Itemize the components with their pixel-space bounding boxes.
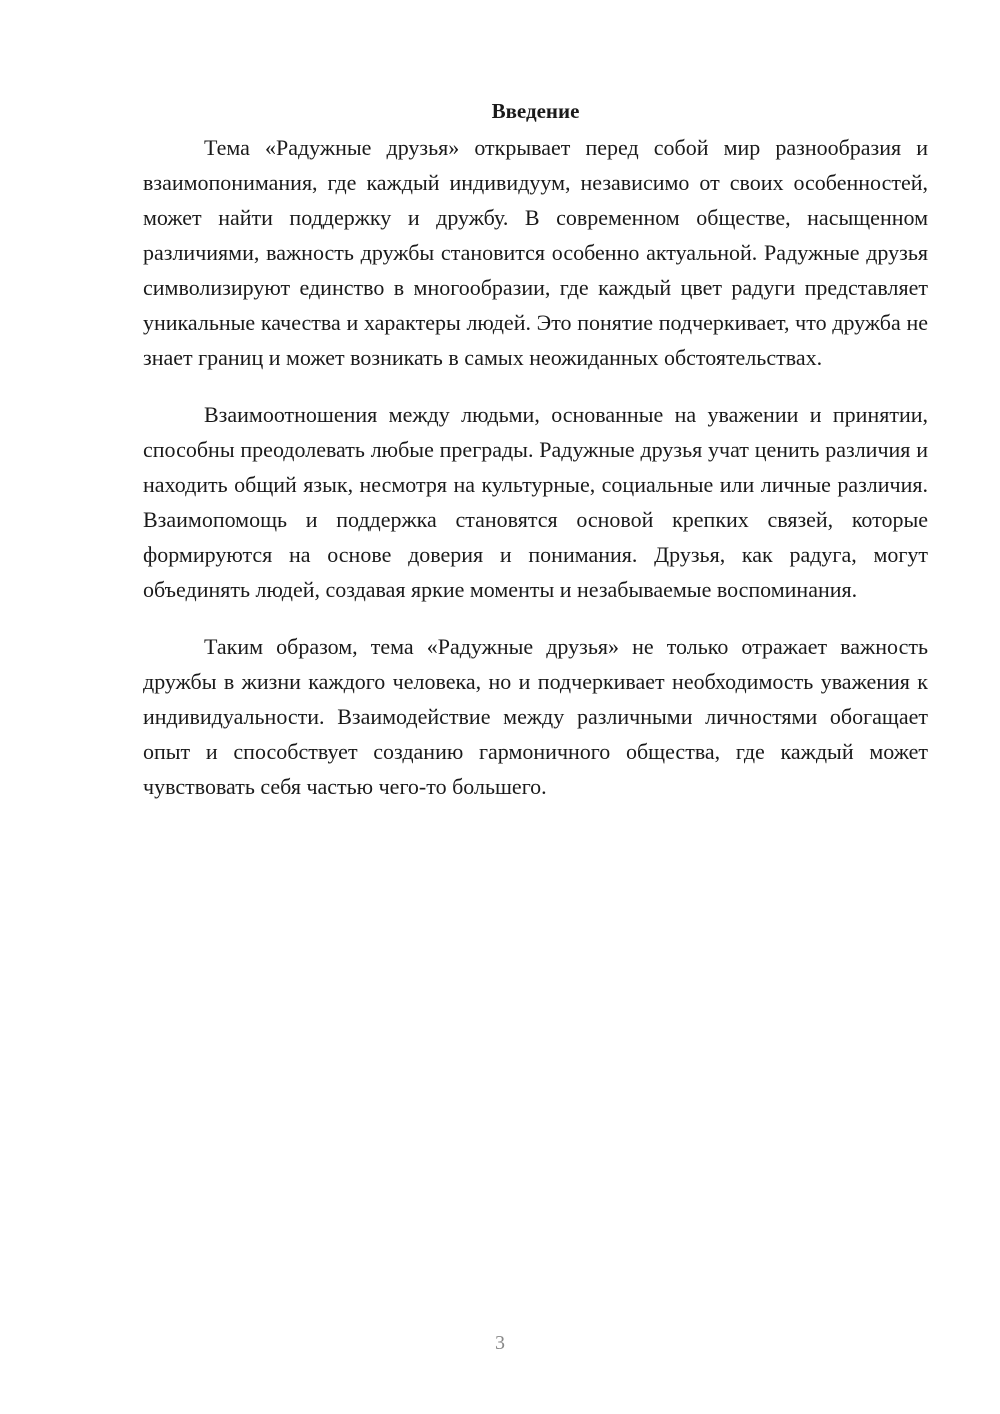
page-content <box>143 96 928 826</box>
paragraph: Таким образом, тема «Радужные друзья» не только отражает важность дружбы в жизни каждого человека, но и подчеркивает необходимость уважения к индивидуальности. Взаимодействие между различными личностями обогащает опыт и способствует созданию гармоничного общества, где каждый может чувствовать себя частью чего-то большего. <box>143 634 928 799</box>
section-heading: Введение <box>491 99 580 123</box>
page-number: 3 <box>495 1332 505 1354</box>
paragraph: Тема «Радужные друзья» открывает перед собой мир разнообразия и взаимопонимания, где каждый индивидуум, независимо от своих особенностей, может найти поддержку и дружбу. В современном обществе, насыщенном различиями, важность дружбы становится особенно актуальной. Радужные друзья символизируют единство в многообразии, где каждый цвет радуги представляет уникальные качества и характеры людей. Это понятие подчеркивает, что дружба не знает границ и может возникать в самых неожиданных обстоятельствах. <box>143 135 928 370</box>
paragraph: Взаимоотношения между людьми, основанные на уважении и принятии, способны преодолевать любые преграды. Радужные друзья учат ценить различия и находить общий язык, несмотря на культурные, социальные или личные различия. Взаимопомощь и поддержка становятся основой крепких связей, которые формируются на основе доверия и понимания. Друзья, как радуга, могут объединять людей, создавая яркие моменты и незабываемые воспоминания. <box>143 402 928 602</box>
